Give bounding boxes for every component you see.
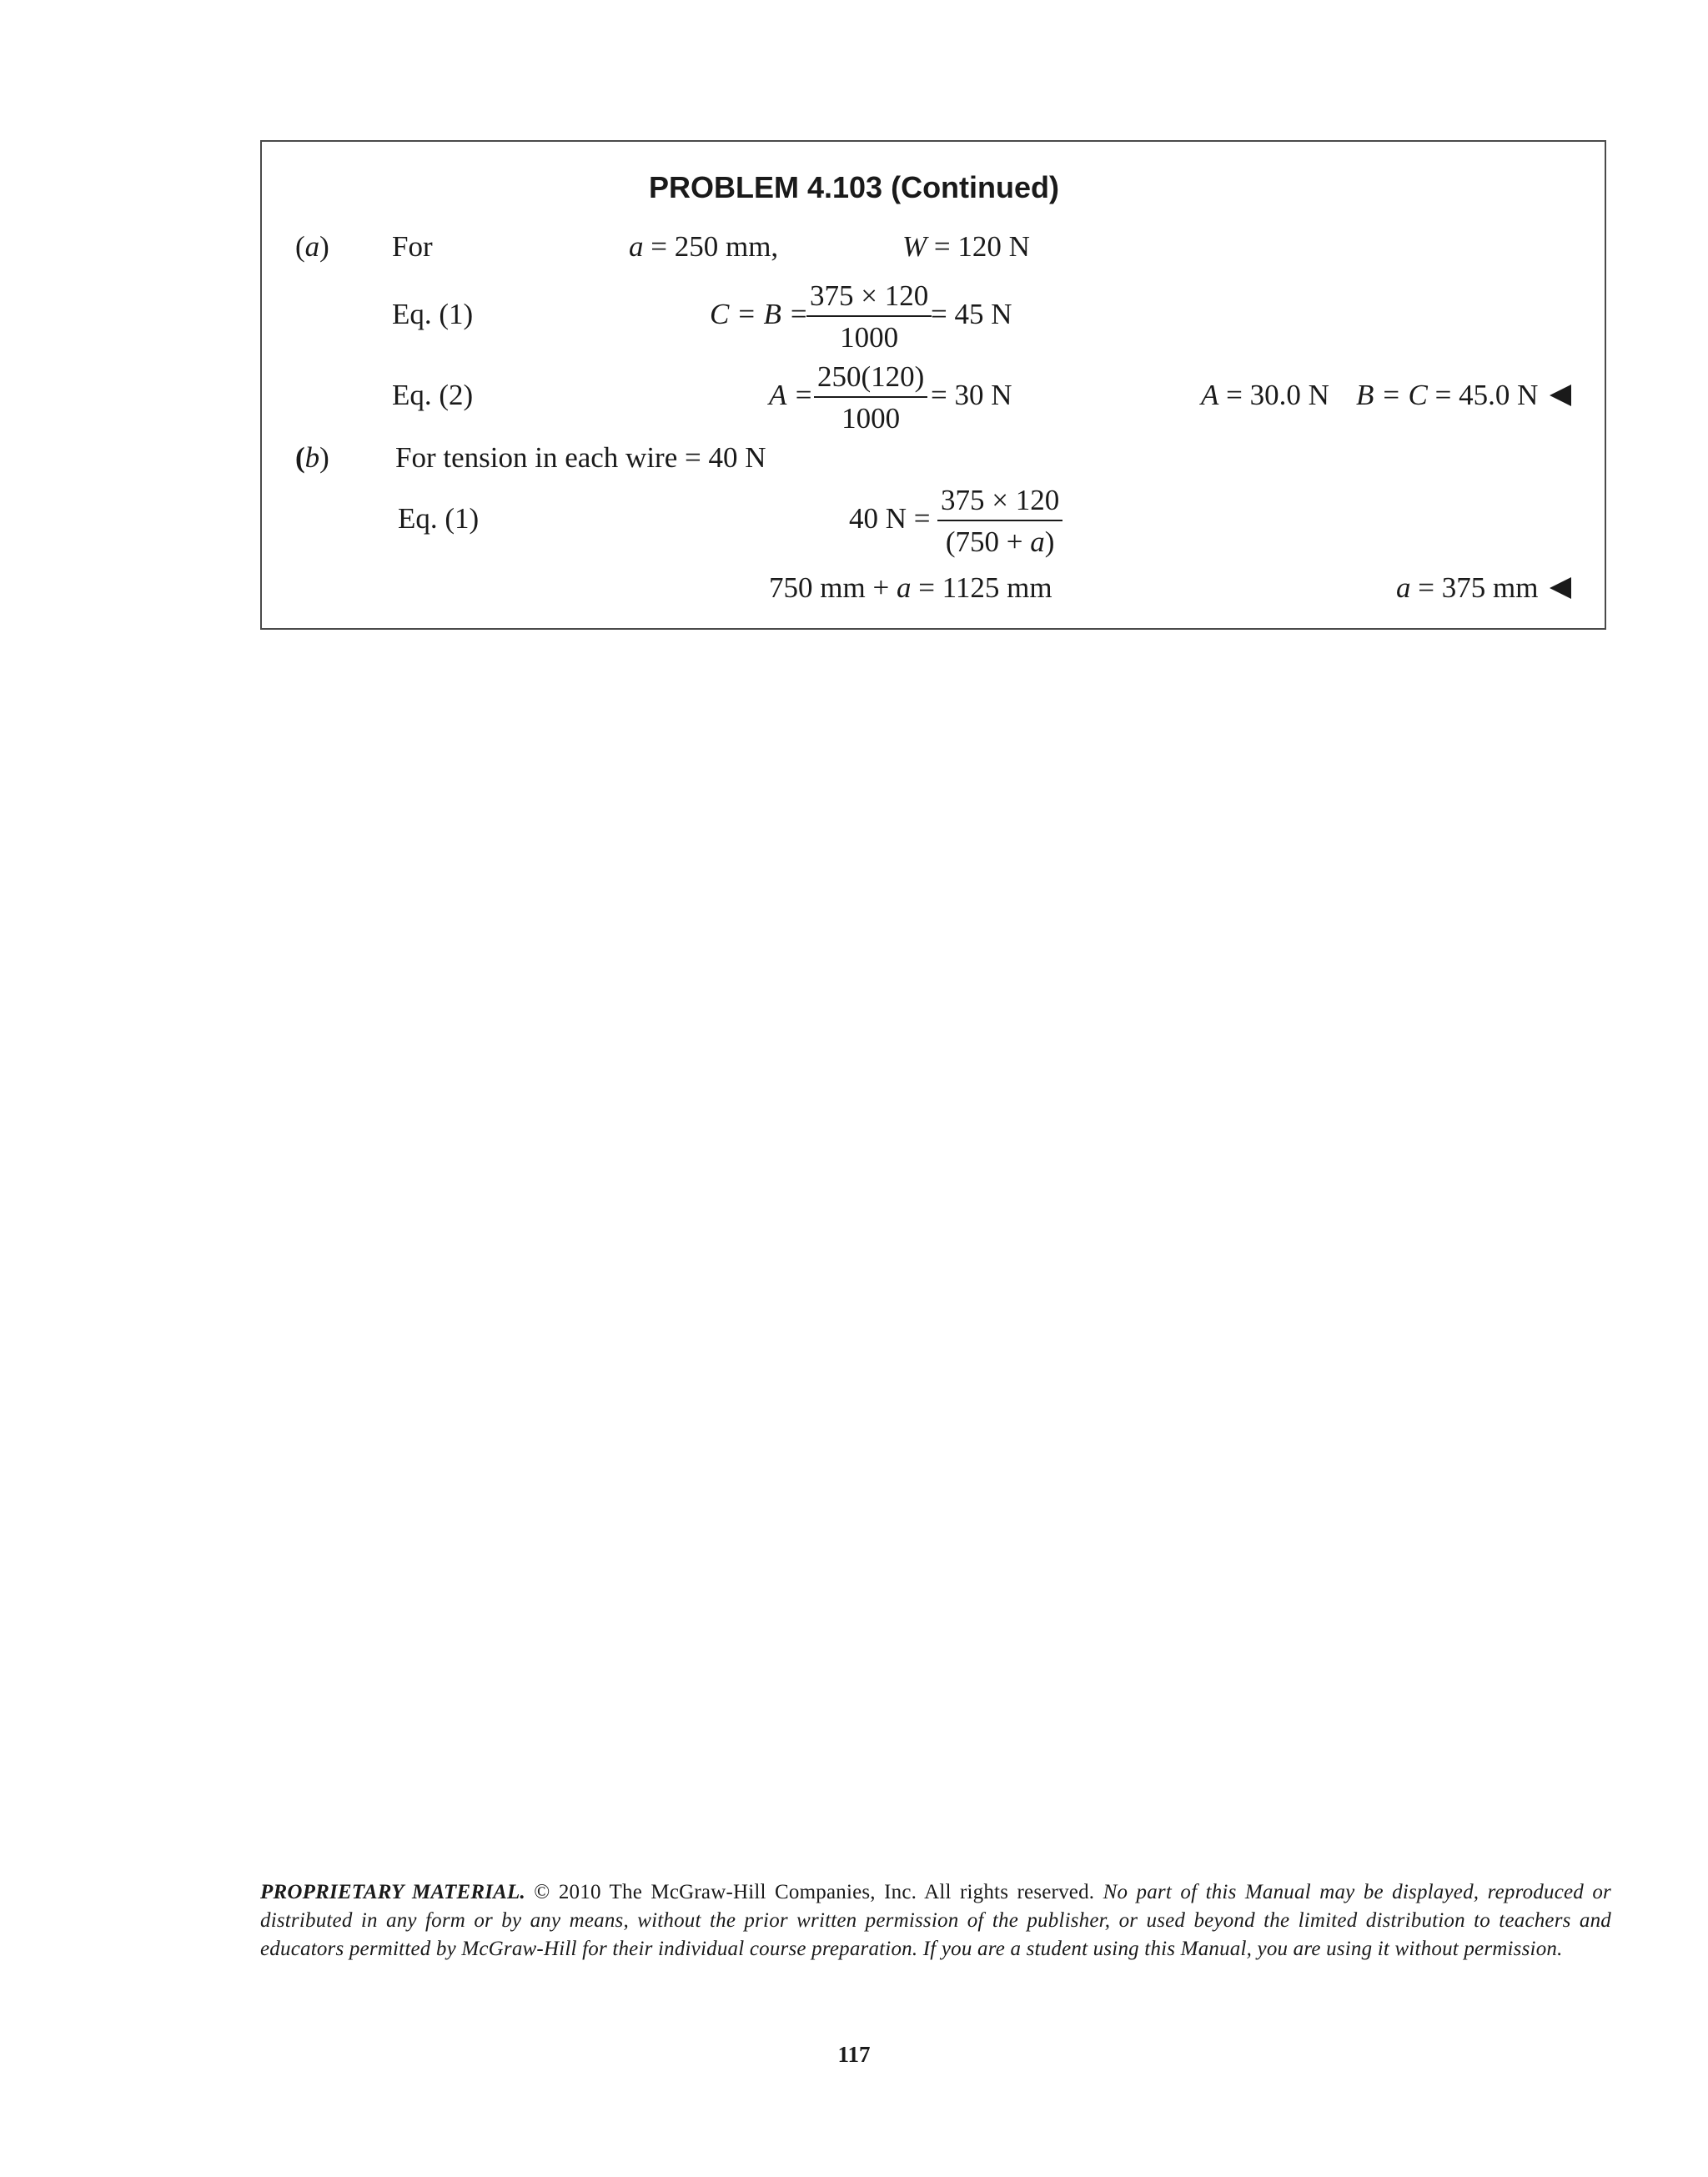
eq2-result-a: = 30 N xyxy=(931,379,1012,411)
answer-marker-icon xyxy=(1550,577,1571,599)
eq2-denominator-a: 1000 xyxy=(841,402,901,435)
eq1-label-b: Eq. (1) xyxy=(398,502,480,535)
part-a-label: (a) xyxy=(295,230,329,263)
eq1-numerator-a: 375 × 120 xyxy=(806,279,932,317)
eq1-fraction-b xyxy=(937,483,1062,560)
eq2-numerator-a: 250(120) xyxy=(814,359,927,398)
tension-condition: For tension in each wire = 40 N xyxy=(395,441,766,474)
part-b-label: (b) xyxy=(295,441,329,474)
page-number: 117 xyxy=(837,2042,871,2067)
eq1-denominator-a: 1000 xyxy=(840,321,899,354)
eq1-denominator-b: (750 + a) xyxy=(945,525,1055,558)
eq2-fraction-a xyxy=(814,359,927,436)
eq1-lhs-a: C = B = xyxy=(710,298,809,330)
answer-a-force: A = 30.0 N xyxy=(1201,379,1329,411)
answer-marker-icon xyxy=(1550,385,1571,406)
solve-line-b: 750 mm + a = 1125 mm xyxy=(769,571,1052,604)
eq1-numerator-b: 375 × 120 xyxy=(937,483,1062,521)
answer-bc-force: B = C = 45.0 N xyxy=(1356,379,1539,411)
for-text: For xyxy=(392,230,433,263)
copyright-notice: PROPRIETARY MATERIAL. © 2010 The McGraw-Hill Companies, Inc. All rights reserved. No part of this Manual may be displayed, reproduced or distributed in any form or by any means, without the prior written permission of the publisher, or used beyond the limited distribution to teachers and educators permitted by McGraw-Hill for their individual course preparation. If you are a student using this Manual, you are using it without permission. xyxy=(260,1881,1611,1960)
given-a: a = 250 mm, xyxy=(629,230,779,263)
eq1-fraction-a xyxy=(806,279,932,355)
given-w: W = 120 N xyxy=(902,230,1030,263)
eq2-lhs-a: A = xyxy=(769,379,814,411)
eq1-lhs-b: 40 N = xyxy=(849,502,931,535)
eq1-label-a: Eq. (1) xyxy=(392,298,474,330)
eq2-label-a: Eq. (2) xyxy=(392,379,474,411)
problem-title: PROBLEM 4.103 (Continued) xyxy=(648,170,1060,204)
eq1-result-a: = 45 N xyxy=(931,298,1012,330)
answer-a-length: a = 375 mm xyxy=(1396,571,1539,604)
